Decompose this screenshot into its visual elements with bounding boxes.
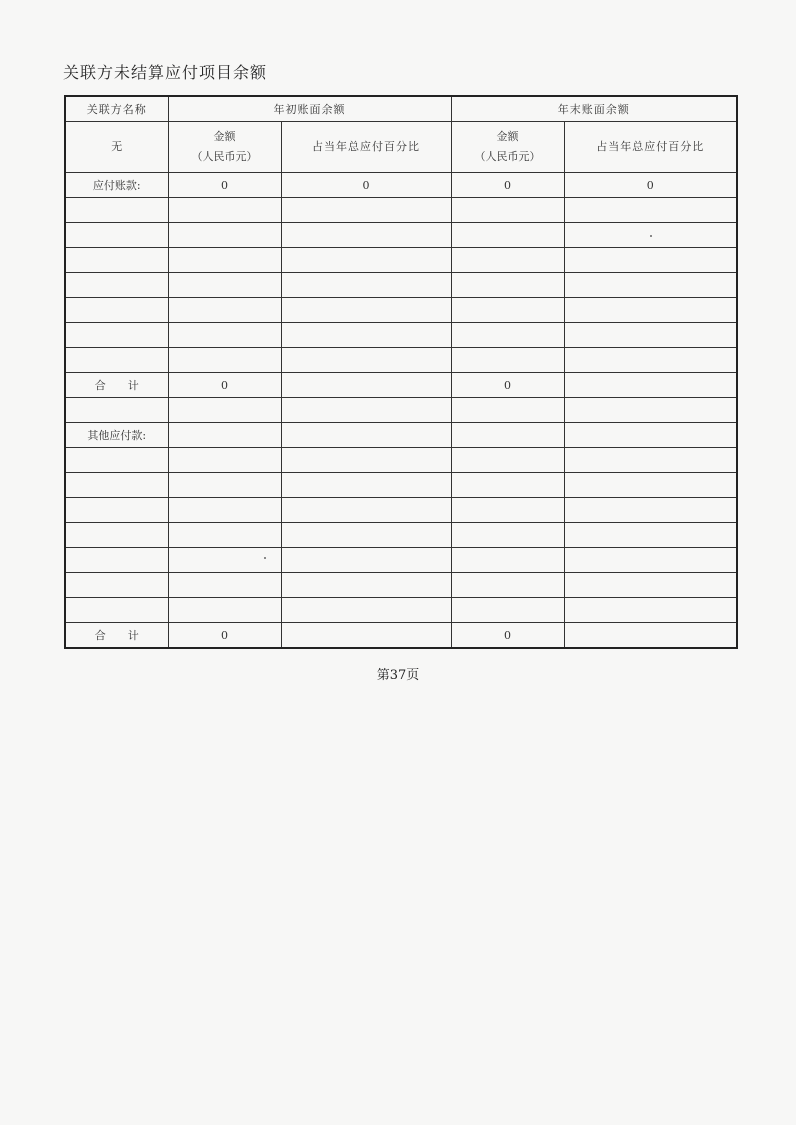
table-row	[65, 598, 737, 623]
other-total-end: 0	[451, 623, 564, 649]
table-row	[65, 448, 737, 473]
table-row	[65, 548, 737, 573]
table-row	[65, 248, 737, 273]
other-total-label: 合 计	[65, 623, 168, 649]
table-cell: 0	[168, 173, 281, 198]
other-section-label: 其他应付款:	[65, 423, 168, 448]
header-row-2	[65, 122, 737, 173]
table-row	[65, 273, 737, 298]
header-begin-group: 年初账面余额	[168, 96, 451, 122]
scan-speck	[650, 235, 652, 237]
header-begin-percent: 占当年总应付百分比	[281, 122, 451, 173]
payable-total-begin: 0	[168, 373, 281, 398]
table-row	[65, 223, 737, 248]
table-row	[65, 348, 737, 373]
amount-unit: （人民币元）	[474, 150, 541, 163]
page-number: 第37页	[376, 668, 420, 683]
payable-label-row	[65, 173, 737, 198]
table-row	[65, 523, 737, 548]
related-party-payables-table	[64, 95, 738, 649]
amount-unit: （人民币元）	[191, 150, 258, 163]
table-cell: 0	[564, 173, 737, 198]
table-row	[65, 498, 737, 523]
header-begin-amount	[168, 122, 281, 173]
table-row	[65, 323, 737, 348]
table-row	[65, 198, 737, 223]
other-label-row	[65, 423, 737, 448]
payable-total-label: 合 计	[65, 373, 168, 398]
header-end-percent: 占当年总应付百分比	[564, 122, 737, 173]
table-row	[65, 573, 737, 598]
amount-label: 金额	[213, 130, 236, 143]
payable-section-label: 应付账款:	[65, 173, 168, 198]
scan-speck	[264, 557, 266, 559]
amount-label: 金额	[496, 130, 519, 143]
other-total-row	[65, 623, 737, 649]
header-name-col: 关联方名称	[65, 96, 168, 122]
party-name-cell: 无	[65, 122, 168, 173]
table-row	[65, 298, 737, 323]
header-end-group: 年末账面余额	[451, 96, 737, 122]
table-cell: 0	[281, 173, 451, 198]
header-end-amount	[451, 122, 564, 173]
table-row	[65, 473, 737, 498]
table-row	[65, 398, 737, 423]
table-cell: 0	[451, 173, 564, 198]
other-total-begin: 0	[168, 623, 281, 649]
page-title: 关联方未结算应付项目余额	[63, 63, 268, 82]
payable-total-end: 0	[451, 373, 564, 398]
header-row-1	[65, 96, 737, 122]
payable-total-row	[65, 373, 737, 398]
